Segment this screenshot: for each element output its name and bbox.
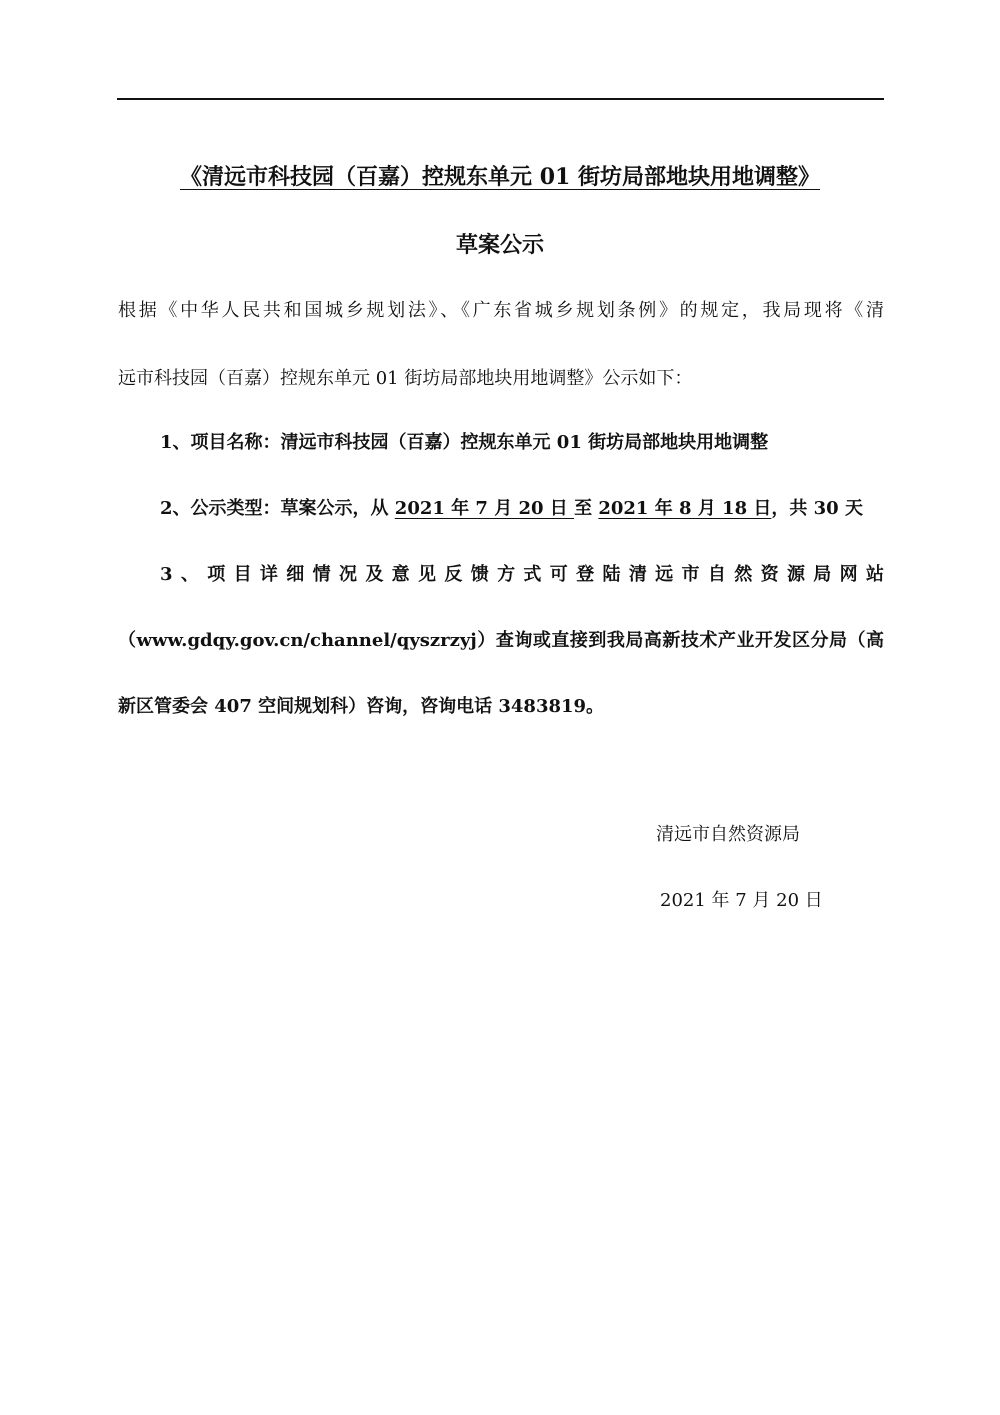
notice-middle: 至 — [574, 498, 599, 519]
signature-date: 2021 年 7 月 20 日 — [660, 890, 823, 911]
notice-start-date: 2021 年 7 月 20 日 — [394, 498, 575, 519]
notice-end-date: 2021 年 8 月 18 日 — [598, 498, 772, 519]
intro-line-2: 远市科技园（百嘉）控规东单元 01 街坊局部地块用地调整》公示如下： — [118, 368, 693, 389]
document-title-text: 《清远市科技园（百嘉）控规东单元 01 街坊局部地块用地调整》 — [180, 164, 820, 190]
intro-line-1: 根据《中华人民共和国城乡规划法》、《广东省城乡规划条例》的规定，我局现将《清 — [118, 300, 884, 321]
notice-type-suffix: ，共 30 天 — [771, 498, 863, 519]
item-details-line-3: 新区管委会 407 空间规划科）咨询，咨询电话 3483819。 — [118, 696, 605, 717]
header-rule — [117, 98, 884, 100]
item-notice-type — [160, 494, 884, 520]
notice-type-prefix: 2、公示类型：草案公示，从 — [160, 498, 395, 519]
item-details-line-2: （www.gdqy.gov.cn/channel/qyszrzyj）查询或直接到我局高新技术产业开发区分局（高 — [118, 630, 884, 651]
document-title — [0, 160, 1000, 191]
item-details-line-1: 3、项目详细情况及意见反馈方式可登陆清远市自然资源局网站 — [160, 564, 884, 585]
signature-org: 清远市自然资源局 — [656, 824, 800, 845]
document-subtitle: 草案公示 — [455, 232, 544, 258]
item-project-name: 1、项目名称：清远市科技园（百嘉）控规东单元 01 街坊局部地块用地调整 — [160, 432, 769, 453]
